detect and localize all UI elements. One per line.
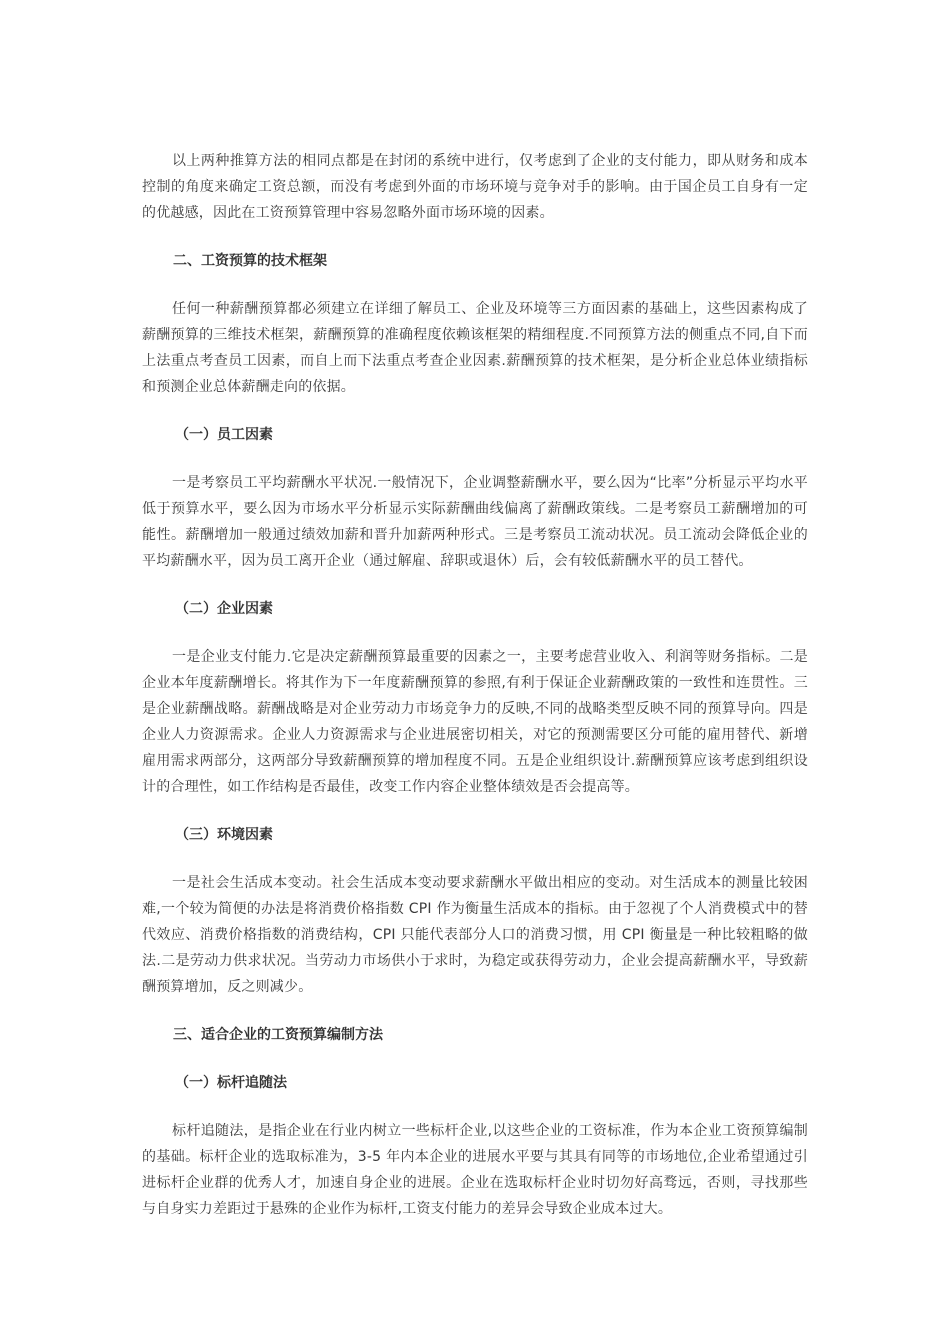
- subheading-environment-factors: （三）环境因素: [175, 827, 273, 843]
- paragraph-benchmark-following: 标杆追随法，是指企业在行业内树立一些标杆企业,以这些企业的工资标准，作为本企业工资预算编制的基础。标杆企业的选取标准为，3-5 年内本企业的进展水平要与其具有同等的市场地位,企业希望通过引进标杆企业群的优秀人才，加速自身企业的进展。企业在选取标杆企业时切勿好高骛远，否则，寻找那些与自身实力差距过于悬殊的企业作为标杆,工资支付能力的差异会导致企业成本过大。: [142, 1123, 808, 1217]
- paragraph-budget-methods-similarity: 以上两种推算方法的相同点都是在封闭的系统中进行，仅考虑到了企业的支付能力，即从财务和成本控制的角度来确定工资总额，而没有考虑到外面的市场环境与竞争对手的影响。由于国企员工自身有一定的优越感，因此在工资预算管理中容易忽略外面市场环境的因素。: [142, 153, 808, 221]
- section-heading-technical-framework: 二、工资预算的技术框架: [173, 253, 327, 269]
- paragraph-environment-factors: 一是社会生活成本变动。社会生活成本变动要求薪酬水平做出相应的变动。对生活成本的测量比较困难,一个较为简便的办法是将消费价格指数 CPI 作为衡量生活成本的指标。由于忽视了个人消费模式中的替代效应、消费价格指数的消费结构，CPI 只能代表部分人口的消费习惯，用 CPI 衡量是一种比较粗略的做法.二是劳动力供求状况。当劳动力市场供小于求时，为稳定或获得劳动力，企业会提高薪酬水平，导致薪酬预算增加，反之则减少。: [142, 875, 808, 995]
- subheading-benchmark-following: （一）标杆追随法: [175, 1075, 287, 1091]
- subheading-employee-factors: （一）员工因素: [175, 427, 273, 443]
- subheading-enterprise-factors: （二）企业因素: [175, 601, 273, 617]
- section-heading-budget-methods: 三、适合企业的工资预算编制方法: [173, 1027, 383, 1043]
- paragraph-three-dimensional-framework: 任何一种薪酬预算都必须建立在详细了解员工、企业及环境等三方面因素的基础上，这些因素构成了薪酬预算的三维技术框架，薪酬预算的准确程度依赖该框架的精细程度.不同预算方法的侧重点不同,自下而上法重点考查员工因素，而自上而下法重点考查企业因素.薪酬预算的技术框架，是分析企业总体业绩指标和预测企业总体薪酬走向的依据。: [142, 301, 808, 395]
- document-page: [142, 148, 808, 1222]
- paragraph-enterprise-factors: 一是企业支付能力.它是决定薪酬预算最重要的因素之一，主要考虑营业收入、利润等财务指标。二是企业本年度薪酬增长。将其作为下一年度薪酬预算的参照,有利于保证企业薪酬政策的一致性和连贯性。三是企业薪酬战略。薪酬战略是对企业劳动力市场竞争力的反映,不同的战略类型反映不同的预算导向。四是企业人力资源需求。企业人力资源需求与企业进展密切相关，对它的预测需要区分可能的雇用替代、新增雇用需求两部分，这两部分导致薪酬预算的增加程度不同。五是企业组织设计.薪酬预算应该考虑到组织设计的合理性，如工作结构是否最佳，改变工作内容企业整体绩效是否会提高等。: [142, 649, 808, 795]
- paragraph-employee-factors: 一是考察员工平均薪酬水平状况.一般情况下，企业调整薪酬水平，要么因为“比率”分析显示平均水平低于预算水平，要么因为市场水平分析显示实际薪酬曲线偏离了薪酬政策线。二是考察员工薪酬增加的可能性。薪酬增加一般通过绩效加薪和晋升加薪两种形式。三是考察员工流动状况。员工流动会降低企业的平均薪酬水平，因为员工离开企业（通过解雇、辞职或退休）后，会有较低薪酬水平的员工替代。: [142, 475, 808, 569]
